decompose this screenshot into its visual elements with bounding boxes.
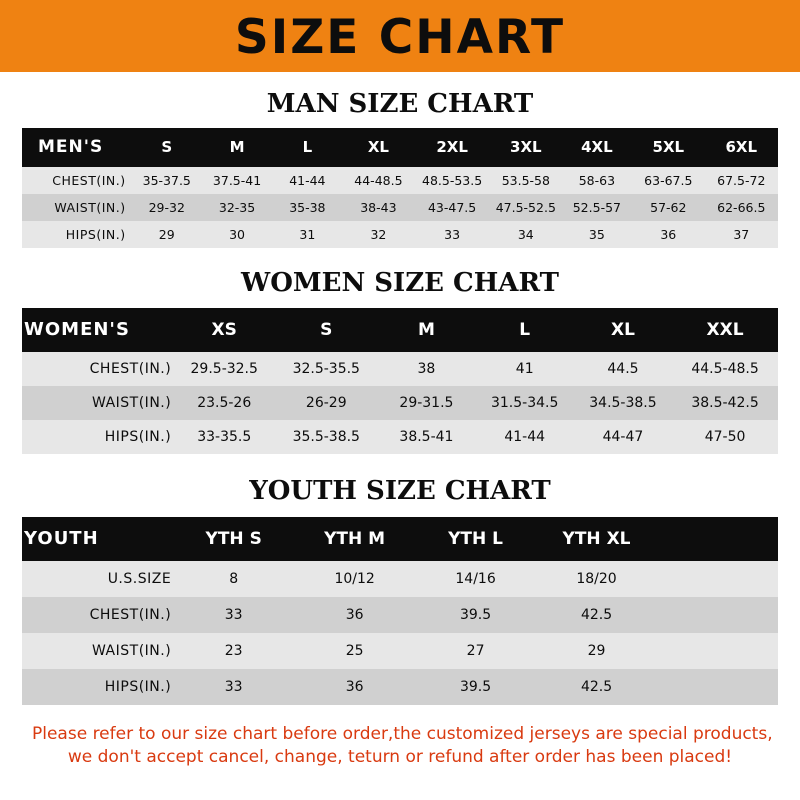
youth-section-title: YOUTH SIZE CHART	[249, 476, 551, 506]
cell: 18/20	[576, 571, 617, 587]
table-row	[22, 194, 778, 221]
table-row	[22, 167, 778, 194]
cell: 29.5-32.5	[190, 361, 258, 377]
man-section-title: MAN SIZE CHART	[266, 89, 534, 119]
cell: 35-38	[289, 200, 326, 215]
cell: 23	[224, 643, 243, 659]
row-label: CHEST(IN.)	[89, 361, 172, 377]
column-header: 6XL	[725, 138, 758, 156]
cell	[657, 669, 778, 705]
cell	[657, 633, 778, 669]
cell	[657, 561, 778, 597]
cell: 44-47	[602, 429, 644, 445]
cell: 44.5	[607, 361, 639, 377]
column-header: 5XL	[652, 138, 685, 156]
column-header: M	[417, 319, 435, 340]
cell: 33	[444, 227, 461, 242]
cell: 67.5-72	[717, 173, 766, 188]
cell: 29	[587, 643, 606, 659]
column-header: YOUTH	[24, 528, 99, 549]
column-header: M	[229, 138, 245, 156]
cell: 43-47.5	[427, 200, 477, 215]
row-label: WAIST(IN.)	[91, 643, 172, 659]
column-header: XXL	[706, 319, 744, 340]
youth-size-table	[22, 517, 778, 705]
cell: 27	[466, 643, 485, 659]
table-row	[22, 669, 778, 705]
table-row	[22, 386, 778, 420]
cell: 25	[345, 643, 364, 659]
column-header: L	[302, 138, 313, 156]
cell: 8	[229, 571, 239, 587]
cell: 36	[345, 679, 364, 695]
cell: 32.5-35.5	[292, 361, 360, 377]
column-header	[657, 517, 778, 561]
notice-line-1: Please refer to our size chart before order,the customized jerseys are special products,	[32, 724, 773, 744]
page-banner	[0, 0, 800, 72]
cell: 31	[299, 227, 316, 242]
column-header: YTH XL	[562, 528, 631, 549]
row-label: HIPS(IN.)	[104, 429, 172, 445]
cell: 38.5-41	[399, 429, 454, 445]
table-row	[22, 352, 778, 386]
cell: 38	[417, 361, 436, 377]
women-size-table	[22, 308, 778, 454]
table-header-row	[22, 308, 778, 352]
cell: 62-66.5	[717, 200, 766, 215]
cell: 29-32	[148, 200, 185, 215]
cell: 44-48.5	[354, 173, 403, 188]
cell: 63-67.5	[644, 173, 693, 188]
cell: 32-35	[218, 200, 256, 215]
cell: 39.5	[459, 679, 492, 695]
cell	[657, 597, 778, 633]
column-header: YTH L	[448, 528, 504, 549]
cell: 42.5	[580, 679, 613, 695]
table-row	[22, 420, 778, 454]
cell: 10/12	[334, 571, 375, 587]
column-header: S	[161, 138, 173, 156]
cell: 29-31.5	[399, 395, 454, 411]
cell: 38-43	[360, 200, 397, 215]
row-label: U.S.SIZE	[107, 571, 172, 587]
cell: 23.5-26	[197, 395, 252, 411]
cell: 14/16	[455, 571, 496, 587]
column-header: WOMEN'S	[24, 319, 130, 340]
column-header: 2XL	[436, 138, 468, 156]
cell: 47-50	[704, 429, 746, 445]
cell: 35-37.5	[142, 173, 191, 188]
cell: 31.5-34.5	[490, 395, 559, 411]
row-label: WAIST(IN.)	[54, 200, 126, 215]
women-section-title: WOMEN SIZE CHART	[241, 268, 559, 298]
cell: 41-44	[289, 173, 326, 188]
cell: 39.5	[459, 607, 492, 623]
cell: 58-63	[578, 173, 616, 188]
man-size-table	[22, 128, 778, 248]
column-header: 3XL	[510, 138, 542, 156]
cell: 35.5-38.5	[292, 429, 360, 445]
cell: 36	[345, 607, 364, 623]
column-header: XL	[610, 319, 635, 340]
cell: 52.5-57	[572, 200, 621, 215]
column-header: L	[519, 319, 531, 340]
table-row	[22, 561, 778, 597]
row-label: CHEST(IN.)	[52, 173, 126, 188]
cell: 26-29	[305, 395, 347, 411]
cell: 42.5	[580, 607, 613, 623]
cell: 36	[660, 227, 677, 242]
row-label: HIPS(IN.)	[65, 227, 126, 242]
cell: 33	[224, 679, 243, 695]
cell: 57-62	[650, 200, 687, 215]
row-label: WAIST(IN.)	[92, 395, 172, 411]
cell: 47.5-52.5	[495, 200, 556, 215]
cell: 30	[229, 227, 245, 242]
table-row	[22, 221, 778, 248]
cell: 32	[370, 227, 387, 242]
cell: 41-44	[504, 429, 546, 445]
table-header-row	[22, 517, 778, 561]
column-header: YTH M	[324, 528, 386, 549]
column-header: XS	[211, 319, 237, 340]
column-header: S	[320, 319, 333, 340]
cell: 33-35.5	[197, 429, 252, 445]
table-row	[22, 597, 778, 633]
table-header-row	[22, 128, 778, 167]
table-row	[22, 633, 778, 669]
cell: 29	[158, 227, 175, 242]
page-title: SIZE CHART	[234, 9, 566, 65]
column-header: 4XL	[581, 138, 613, 156]
order-notice	[32, 723, 773, 770]
cell: 41	[515, 361, 534, 377]
cell: 38.5-42.5	[691, 395, 759, 411]
column-header: YTH S	[205, 528, 262, 549]
row-label: CHEST(IN.)	[89, 607, 172, 623]
column-header: XL	[367, 138, 389, 156]
cell: 44.5-48.5	[691, 361, 759, 377]
cell: 34	[517, 227, 534, 242]
row-label: HIPS(IN.)	[104, 679, 172, 695]
cell: 53.5-58	[501, 173, 550, 188]
chart-content	[0, 89, 800, 770]
cell: 34.5-38.5	[589, 395, 657, 411]
cell: 48.5-53.5	[422, 173, 483, 188]
cell: 33	[224, 607, 243, 623]
notice-line-2: we don't accept cancel, change, teturn or refund after order has been placed!	[67, 747, 733, 768]
cell: 35	[588, 227, 605, 242]
cell: 37	[733, 227, 750, 242]
cell: 37.5-41	[212, 173, 262, 188]
column-header: MEN'S	[38, 137, 104, 157]
